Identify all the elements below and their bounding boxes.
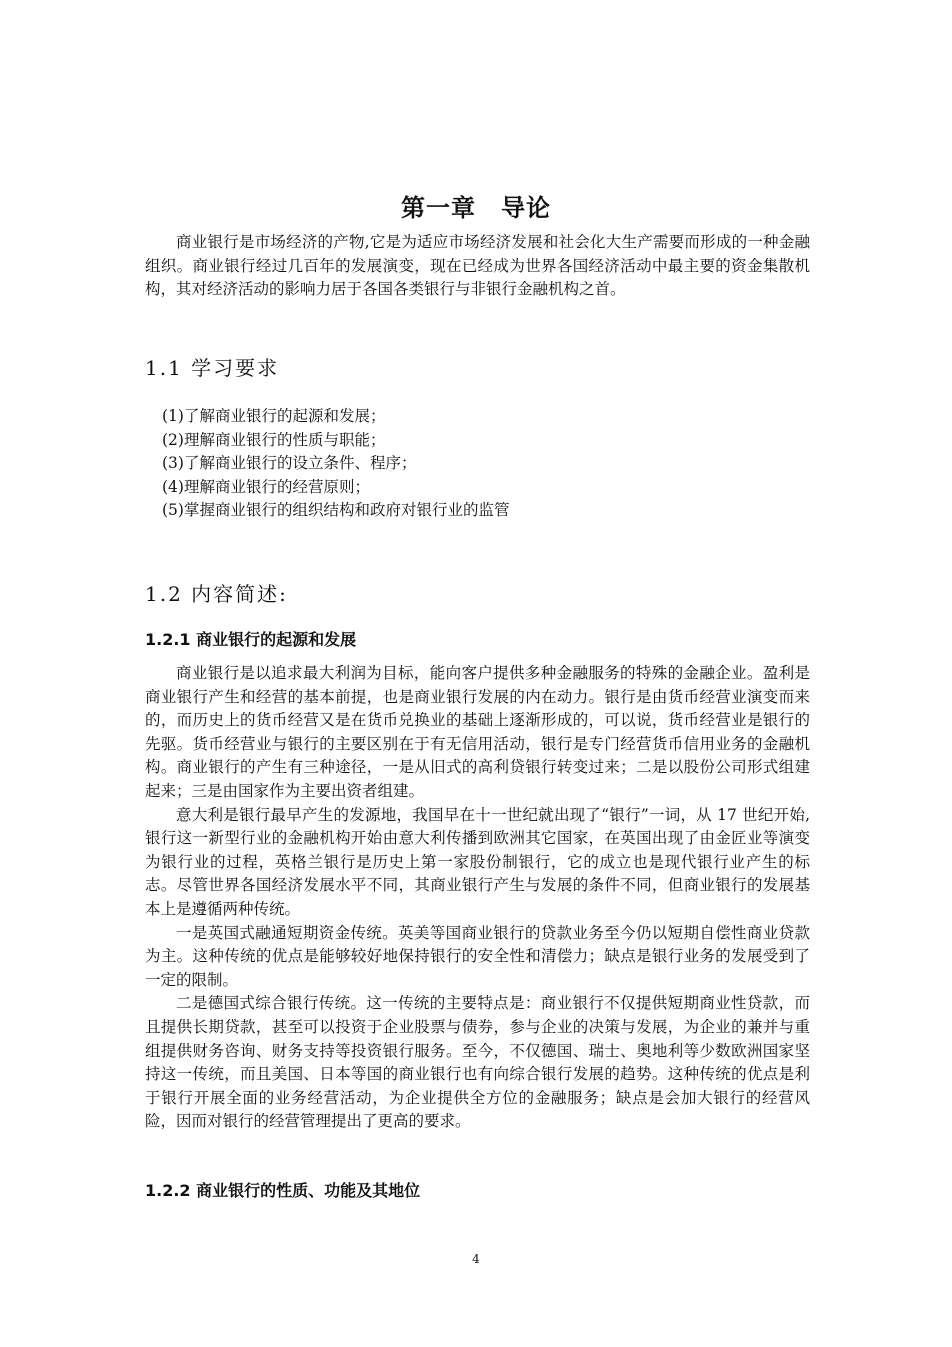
body-paragraph: 意大利是银行最早产生的发源地，我国早在十一世纪就出现了“银行”一词，从 17 世纪开始,银行这一新型行业的金融机构开始由意大利传播到欧洲其它国家，在英国出现了由金匠业等演变为银行业的过程，英格兰银行是历史上第一家股份制银行，它的成立也是现代银行业产生的标志。尽管世界各国经济发展水平不同，其商业银行产生与发展的条件不同，但商业银行的发展基本上是遵循两种传统。 (145, 805, 810, 918)
body-paragraph: 商业银行是以追求最大利润为目标，能向客户提供多种金融服务的特殊的金融企业。盈利是商业银行产生和经营的基本前提，也是商业银行发展的内在动力。银行是由货币经营业演变而来的，而历史上的货币经营又是在货币兑换业的基础上逐渐形成的，可以说，货币经营业是银行的先驱。货币经营业与银行的主要区别在于有无信用活动，银行是专门经营货币信用业务的金融机构。商业银行的产生有三种途径，一是从旧式的高利贷银行转变过来；二是以股份公司形式组建起来；三是由国家作为主要出资者组建。 (145, 664, 810, 800)
list-item: (5)掌握商业银行的组织结构和政府对银行业的监管 (162, 501, 510, 520)
list-item: (2)理解商业银行的性质与职能； (162, 430, 386, 449)
list-item: (1)了解商业银行的起源和发展； (162, 407, 386, 425)
requirements-list (162, 405, 509, 523)
intro-paragraph: 商业银行是市场经济的产物,它是为适应市场经济发展和社会化大生产需要而形成的一种金融组织。商业银行经过几百年的发展演变，现在已经成为世界各国经济活动中最主要的资金集散机构，其对经济活动的影响力居于各国各类银行与非银行金融机构之首。 (145, 233, 810, 299)
body-paragraph: 一是英国式融通短期资金传统。英美等国商业银行的贷款业务至今仍以短期自偿性商业贷款为主。这种传统的优点是能够较好地保持银行的安全性和清偿力；缺点是银行业务的发展受到了一定的限制。 (145, 923, 810, 989)
page-number: 4 (472, 1252, 480, 1266)
body-paragraph: 二是德国式综合银行传统。这一传统的主要特点是：商业银行不仅提供短期商业性贷款，而且提供长期贷款，甚至可以投资于企业股票与债券，参与企业的决策与发展，为企业的兼并与重组提供财务咨询、财务支持等投资银行服务。至今，不仅德国、瑞士、奥地利等少数欧洲国家坚持这一传统，而且美国、日本等国的商业银行也有向综合银行发展的趋势。这种传统的优点是利于银行开展全面的业务经营活动，为企业提供全方位的金融服务；缺点是会加大银行的经营风险，因而对银行的经营管理提出了更高的要求。 (145, 994, 810, 1131)
list-item: (4)理解商业银行的经营原则； (162, 477, 370, 496)
intro-block (145, 231, 810, 302)
subsection-heading-nature: 1.2.2 商业银行的性质、功能及其地位 (145, 1181, 421, 1200)
origin-body (145, 662, 810, 1134)
chapter-title: 第一章 导论 (401, 194, 551, 223)
subsection-heading-origin: 1.2.1 商业银行的起源和发展 (145, 630, 357, 649)
section-heading-content-summary: 1.2 内容简述: (145, 582, 288, 606)
section-heading-learning-requirements: 1.1 学习要求 (145, 356, 280, 380)
list-item: (3)了解商业银行的设立条件、程序； (162, 454, 417, 473)
